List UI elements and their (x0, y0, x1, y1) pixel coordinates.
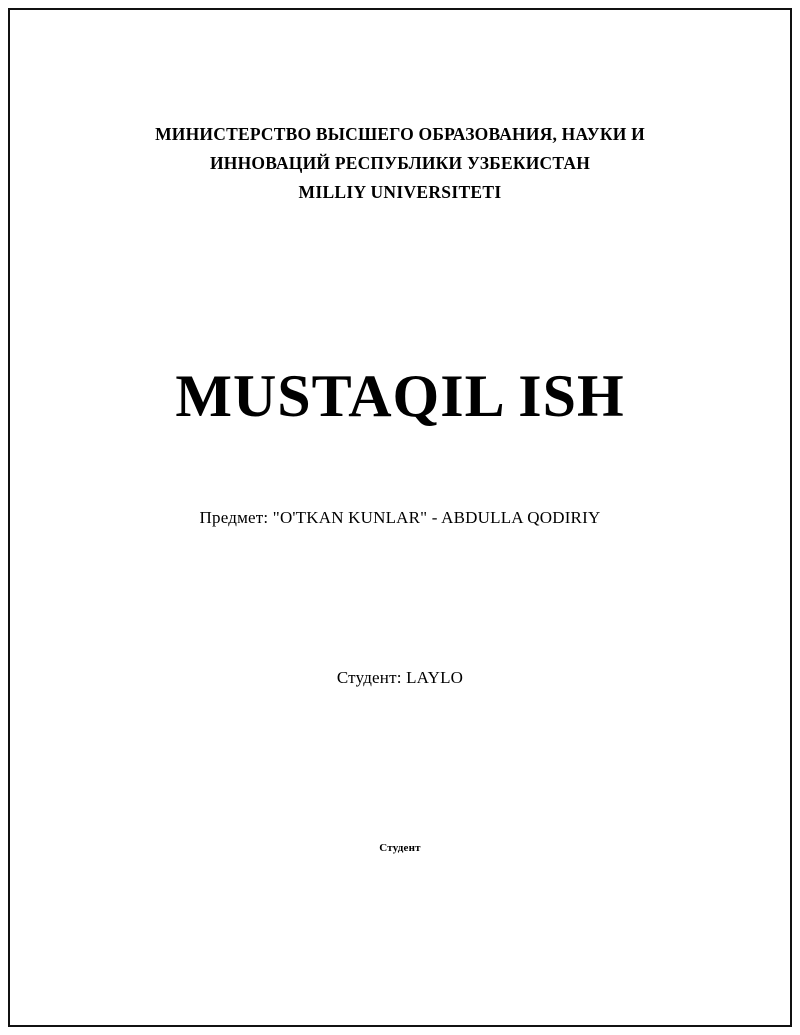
ministry-line-1: МИНИСТЕРСТВО ВЫСШЕГО ОБРАЗОВАНИЯ, НАУКИ И (155, 124, 645, 144)
ministry-header-block (80, 120, 720, 207)
footer-student-label: Студент (379, 842, 421, 854)
ministry-line-2: ИННОВАЦИЙ РЕСПУБЛИКИ УЗБЕКИСТАН (209, 153, 591, 173)
subject-label: Предмет: "O'TKAN KUNLAR" - ABDULLA QODIRIY (199, 508, 601, 527)
university-name: MILLIY UNIVERSITETI (298, 182, 502, 202)
page-title: MUSTAQIL ISH (175, 363, 625, 429)
student-label: Студент: LAYLO (336, 668, 464, 687)
title-page-content (10, 10, 790, 1025)
page-border-frame (8, 8, 792, 1027)
